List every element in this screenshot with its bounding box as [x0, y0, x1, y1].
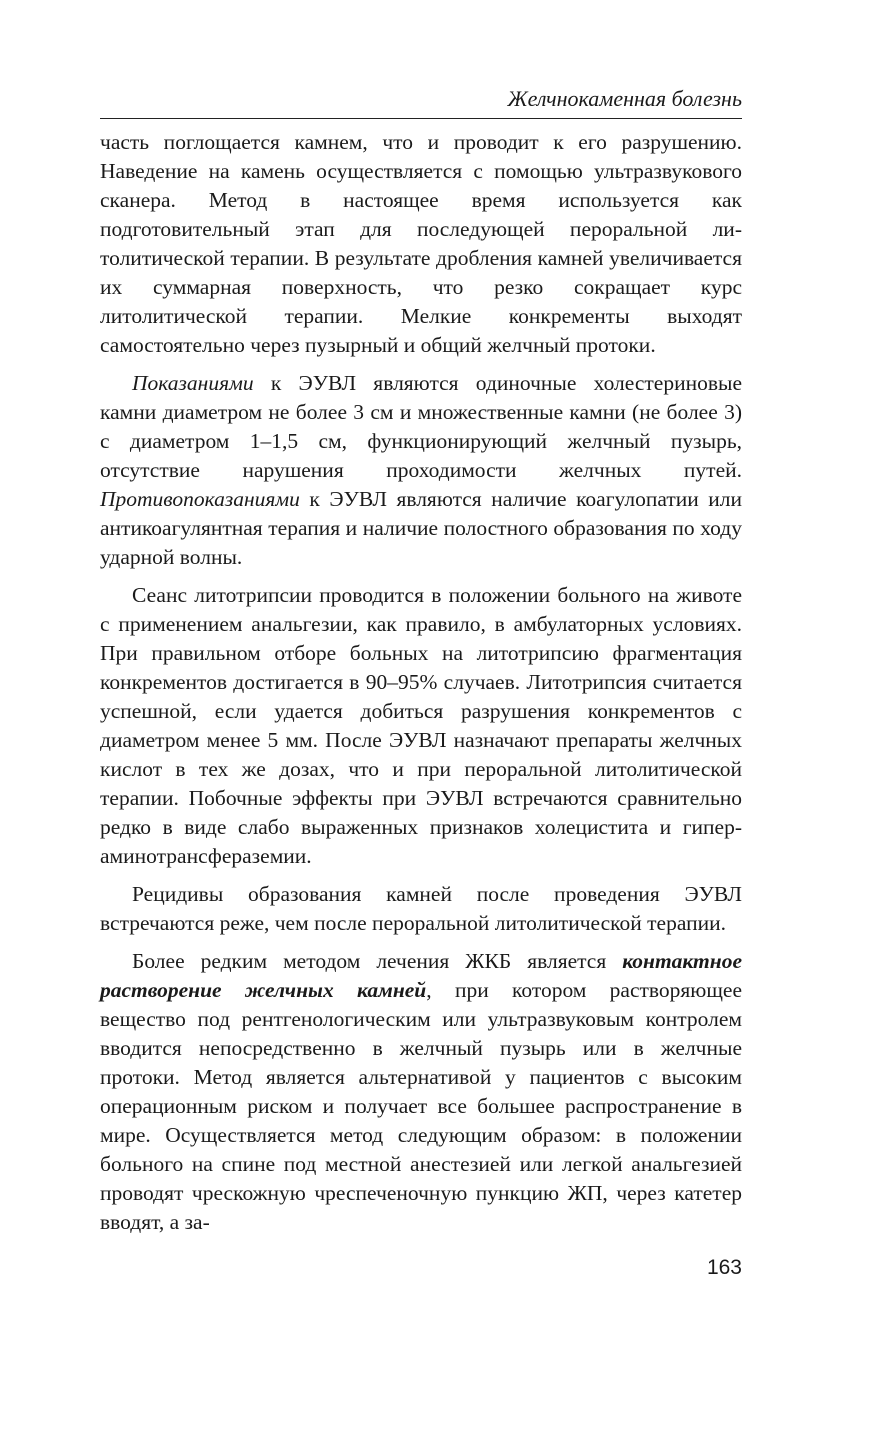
paragraph-3: Сеанс литотрипсии проводится в положении больного на животе с применением анальгезии, как правило, в амбулаторных условиях. При правильном отборе больных на литотрипсию фрагментация конкрементов достигается в 90–95% случаев. Литотрипсия считается успешной, если удается добиться разрушения конкрементов с диаметром менее 5 мм. После ЭУВЛ назначают препараты желчных кислот в тех же дозах, что и при пероральной литолитической терапии. Побочные эффекты при ЭУВЛ встречаются сравнительно редко в виде слабо выраженных признаков холецистита и гипераминотрансфераземии. [100, 583, 742, 868]
paragraph-5 [100, 947, 742, 1237]
paragraph-4: Рецидивы образования камней после проведения ЭУВЛ встречаются реже, чем после пероральной литолитической терапии. [100, 882, 742, 935]
paragraph-2 [100, 369, 742, 572]
paragraph-2-text-a: к ЭУВЛ являются одиночные холестериновые камни диаметром не более 3 см и множественные камни (не более 3) с диаметром 1–1,5 см, функционирующий желчный пузырь, отсутствие нарушения проходимости желчных путей. [100, 371, 742, 482]
keyword-contraindications: Противопоказаниями [100, 487, 300, 511]
keyword-contact-dissolution: контактное растворение желчных камней [100, 949, 742, 1002]
page-number: 163 [706, 1256, 742, 1279]
paragraph-1: часть поглощается камнем, что и проводит к его разрушению. Наведение на камень осуществляется с помощью ультразвукового сканера. Метод в настоящее время используется как подготовительный этап для последующей пероральной литолитической терапии. В результате дробления камней увеличивается их суммарная поверхность, что резко сокращает курс литолитической терапии. Мелкие конкременты выходят самостоятельно через пузырный и общий желчный протоки. [100, 130, 742, 357]
running-head: Желчнокаменная болезнь [100, 86, 742, 119]
body-text [100, 128, 742, 1246]
paragraph-2-text-b: к ЭУВЛ являются наличие коагулопатии или антикоагулянтная терапия и наличие полостного образования по ходу ударной волны. [100, 487, 742, 569]
paragraph-5-text-b: , при котором растворяющее вещество под рентгенологическим или ультразвуковым контролем вводится непосредственно в желчный пузырь или в желчные протоки. Метод является альтернативой у пациентов с высоким операционным риском и получает все большее распространение в мире. Осуществляется метод следующим образом: в положении больного на спине под местной анестезией или легкой анальгезией проводят чрескожную чреспеченочную пункцию ЖП, через катетер вводят, а за- [100, 978, 743, 1234]
paragraph-5-text-a: Более редким методом лечения ЖКБ является [132, 949, 623, 973]
keyword-indications: Показаниями [132, 371, 254, 395]
